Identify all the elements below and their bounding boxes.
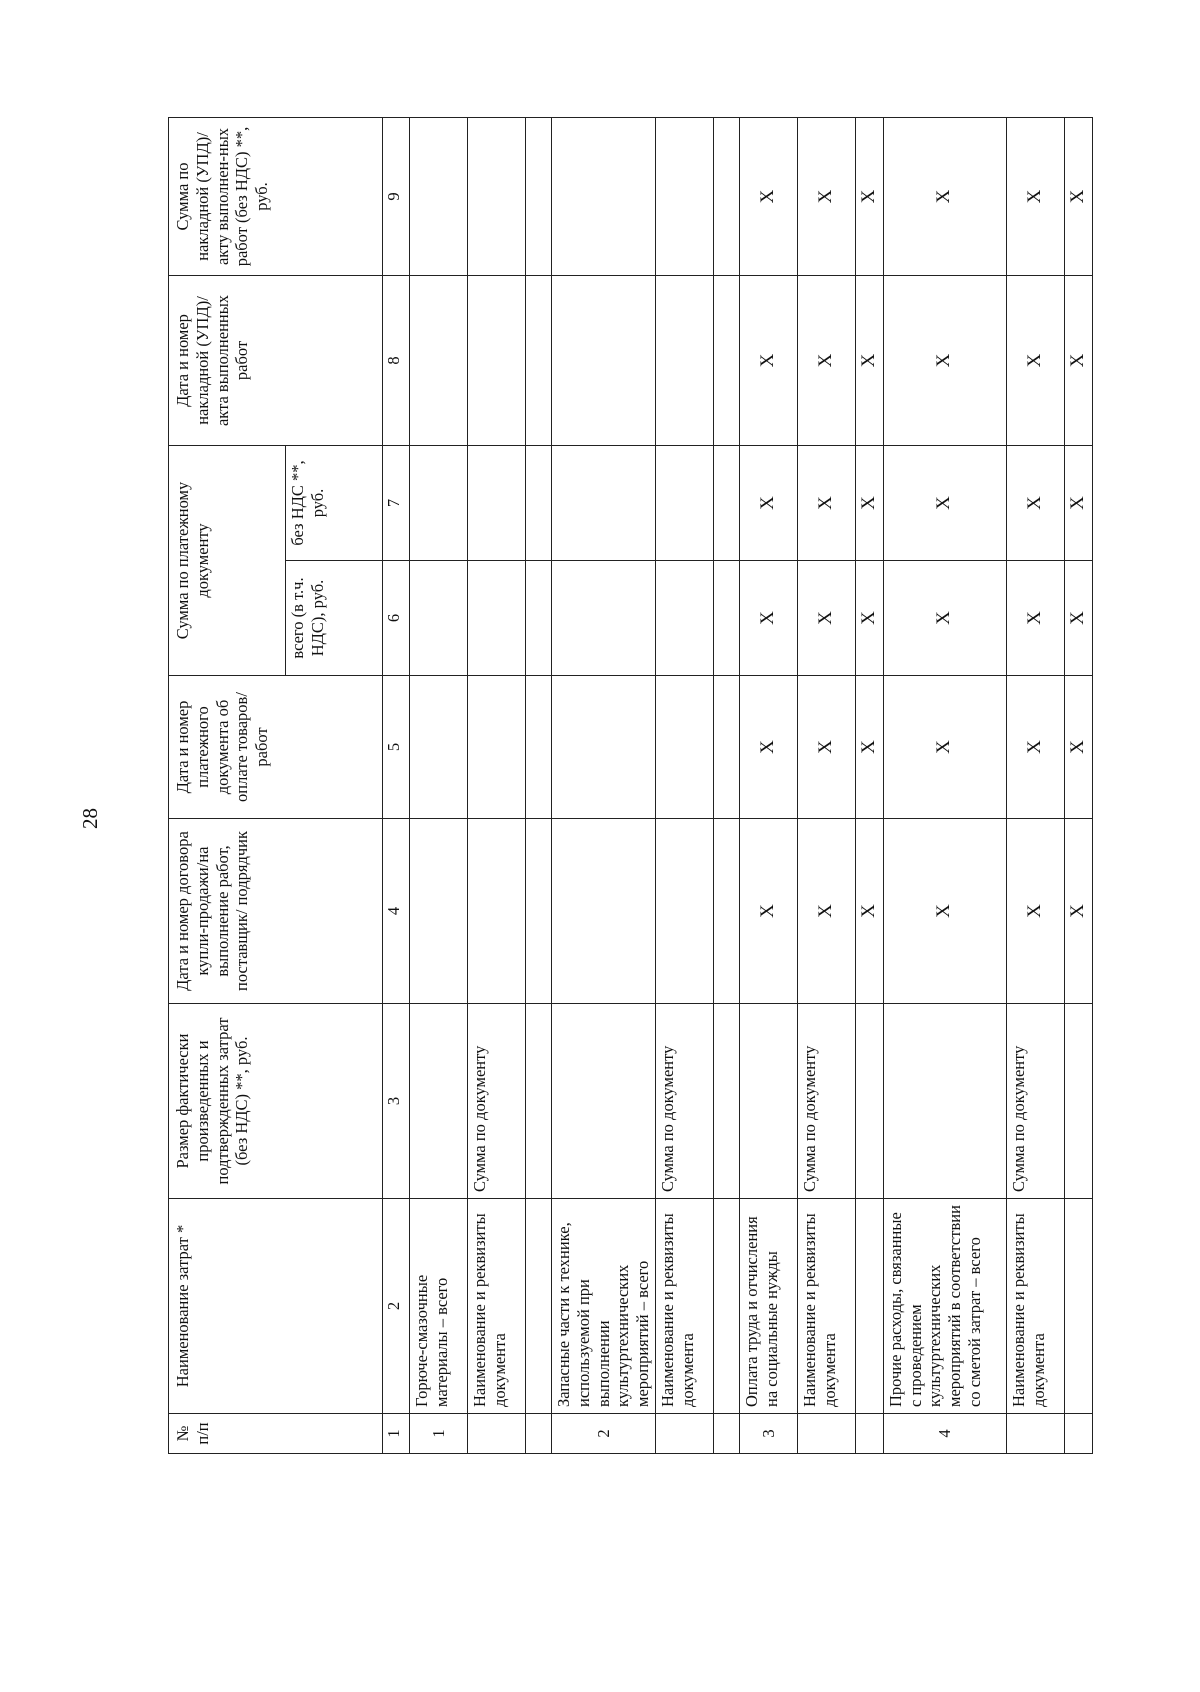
amount-cell [410,1004,468,1199]
invoice-sum-cell [713,117,739,275]
invoice-cell [526,275,552,445]
payment-doc-cell: Х [1064,676,1092,819]
cost-name-cell [855,1199,883,1414]
contract-cell [655,819,713,1004]
sum-no-vat-cell [655,445,713,560]
header-col-payment-doc: Дата и номер платежного документа об оплате товаров/ работ [169,676,383,819]
contract-cell [410,819,468,1004]
invoice-sum-cell [526,117,552,275]
table-body [410,117,1093,1453]
sum-total-cell: Х [855,561,883,676]
payment-doc-cell [552,676,656,819]
sum-total-cell [410,561,468,676]
sum-no-vat-cell: Х [1006,445,1064,560]
sum-no-vat-cell [552,445,656,560]
header-col-no-vat: без НДС **, руб. [286,445,383,560]
row-number-cell [713,1414,739,1454]
page-number: 28 [77,807,102,829]
contract-cell: Х [1006,819,1064,1004]
amount-cell [713,1004,739,1199]
sum-no-vat-cell [468,445,526,560]
header-col-num: № п/п [169,1414,383,1454]
column-number: 8 [383,275,410,445]
invoice-cell: Х [883,275,1006,445]
payment-doc-cell: Х [855,676,883,819]
cost-name-cell: Прочие расходы, связанные с проведением культуртехнических мероприятий в соответствии со сметой затрат – всего [883,1199,1006,1414]
sum-total-cell: Х [739,561,797,676]
invoice-cell [655,275,713,445]
sum-total-cell: Х [1006,561,1064,676]
cost-name-cell: Запасные части к технике, используемой при выполнении культуртехнических мероприятий – всего [552,1199,656,1414]
cost-name-cell: Горюче-смазочные материалы – всего [410,1199,468,1414]
header-col-amount: Размер фактически произведенных и подтвержденных затрат (без НДС) **, руб. [169,1004,383,1199]
row-number-cell: 2 [552,1414,656,1454]
payment-doc-cell [655,676,713,819]
sum-total-cell [468,561,526,676]
header-col-name: Наименование затрат * [169,1199,383,1414]
invoice-cell [552,275,656,445]
table-row [655,117,713,1453]
sum-no-vat-cell: Х [883,445,1006,560]
table-row [1064,117,1092,1453]
amount-cell [883,1004,1006,1199]
table-row [468,117,526,1453]
table-row [883,117,1006,1453]
sum-total-cell [655,561,713,676]
table-row [797,117,855,1453]
header-col-payment-sum: Сумма по платежному документу [169,445,286,675]
invoice-cell [410,275,468,445]
amount-cell [1064,1004,1092,1199]
sum-no-vat-cell: Х [855,445,883,560]
header-col-invoice-sum: Сумма по накладной (УПД)/акту выполнен-ных работ (без НДС) **, руб. [169,117,383,275]
row-number-cell [468,1414,526,1454]
amount-cell [855,1004,883,1199]
sum-total-cell [713,561,739,676]
row-number-cell: 4 [883,1414,1006,1454]
column-number: 4 [383,819,410,1004]
table-row [410,117,468,1453]
header-col-contract: Дата и номер договора купли-продажи/на выполнение работ, поставщик/ подрядчик [169,819,383,1004]
cost-table-container [168,118,1178,1454]
row-number-cell: 1 [410,1414,468,1454]
invoice-sum-cell: Х [739,117,797,275]
sum-no-vat-cell: Х [1064,445,1092,560]
table-row [855,117,883,1453]
table-row [713,117,739,1453]
invoice-sum-cell [410,117,468,275]
amount-cell [526,1004,552,1199]
payment-doc-cell [468,676,526,819]
amount-cell: Сумма по документу [655,1004,713,1199]
row-number-cell: 3 [739,1414,797,1454]
header-col-total-vat: всего (в т.ч. НДС), руб. [286,561,383,676]
amount-cell: Сумма по документу [468,1004,526,1199]
invoice-sum-cell: Х [797,117,855,275]
sum-total-cell: Х [883,561,1006,676]
invoice-cell: Х [1064,275,1092,445]
amount-cell: Сумма по документу [1006,1004,1064,1199]
payment-doc-cell: Х [797,676,855,819]
payment-doc-cell: Х [739,676,797,819]
column-number: 6 [383,561,410,676]
contract-cell [552,819,656,1004]
cost-table [168,117,1093,1454]
amount-cell: Сумма по документу [797,1004,855,1199]
cost-name-cell: Наименование и реквизиты документа [468,1199,526,1414]
column-number: 2 [383,1199,410,1414]
invoice-sum-cell: Х [855,117,883,275]
payment-doc-cell [713,676,739,819]
payment-doc-cell: Х [1006,676,1064,819]
cost-name-cell [1064,1199,1092,1414]
cost-name-cell: Наименование и реквизиты документа [1006,1199,1064,1414]
cost-name-cell: Наименование и реквизиты документа [797,1199,855,1414]
row-number-cell [797,1414,855,1454]
sum-no-vat-cell [410,445,468,560]
cost-name-cell [526,1199,552,1414]
contract-cell: Х [883,819,1006,1004]
invoice-cell [713,275,739,445]
sum-no-vat-cell: Х [739,445,797,560]
sum-total-cell [526,561,552,676]
row-number-cell [655,1414,713,1454]
sum-total-cell: Х [1064,561,1092,676]
invoice-sum-cell: Х [1006,117,1064,275]
cost-name-cell: Наименование и реквизиты документа [655,1199,713,1414]
invoice-cell: Х [1006,275,1064,445]
payment-doc-cell: Х [883,676,1006,819]
invoice-cell: Х [739,275,797,445]
header-col-invoice: Дата и номер накладной (УПД)/акта выполненных работ [169,275,383,445]
contract-cell: Х [797,819,855,1004]
column-number: 9 [383,117,410,275]
row-number-cell [855,1414,883,1454]
invoice-cell: Х [855,275,883,445]
contract-cell: Х [1064,819,1092,1004]
invoice-cell: Х [797,275,855,445]
table-header [169,117,410,1453]
cost-name-cell [713,1199,739,1414]
rotated-table-wrapper [168,118,1178,1454]
table-row [739,117,797,1453]
invoice-sum-cell [552,117,656,275]
table-row [526,117,552,1453]
table-row [552,117,656,1453]
invoice-sum-cell [468,117,526,275]
amount-cell [739,1004,797,1199]
row-number-cell [526,1414,552,1454]
column-number: 1 [383,1414,410,1454]
column-number: 5 [383,676,410,819]
payment-doc-cell [526,676,552,819]
payment-doc-cell [410,676,468,819]
row-number-cell [1064,1414,1092,1454]
sum-total-cell [552,561,656,676]
contract-cell: Х [739,819,797,1004]
contract-cell [468,819,526,1004]
amount-cell [552,1004,656,1199]
invoice-sum-cell [655,117,713,275]
contract-cell [713,819,739,1004]
invoice-cell [468,275,526,445]
sum-no-vat-cell [526,445,552,560]
column-number: 3 [383,1004,410,1199]
sum-no-vat-cell: Х [797,445,855,560]
contract-cell [526,819,552,1004]
invoice-sum-cell: Х [883,117,1006,275]
row-number-cell [1006,1414,1064,1454]
sum-total-cell: Х [797,561,855,676]
table-row [1006,117,1064,1453]
column-number-row [383,117,410,1453]
sum-no-vat-cell [713,445,739,560]
column-number: 7 [383,445,410,560]
contract-cell: Х [855,819,883,1004]
cost-name-cell: Оплата труда и отчисления на социальные нужды [739,1199,797,1414]
invoice-sum-cell: Х [1064,117,1092,275]
